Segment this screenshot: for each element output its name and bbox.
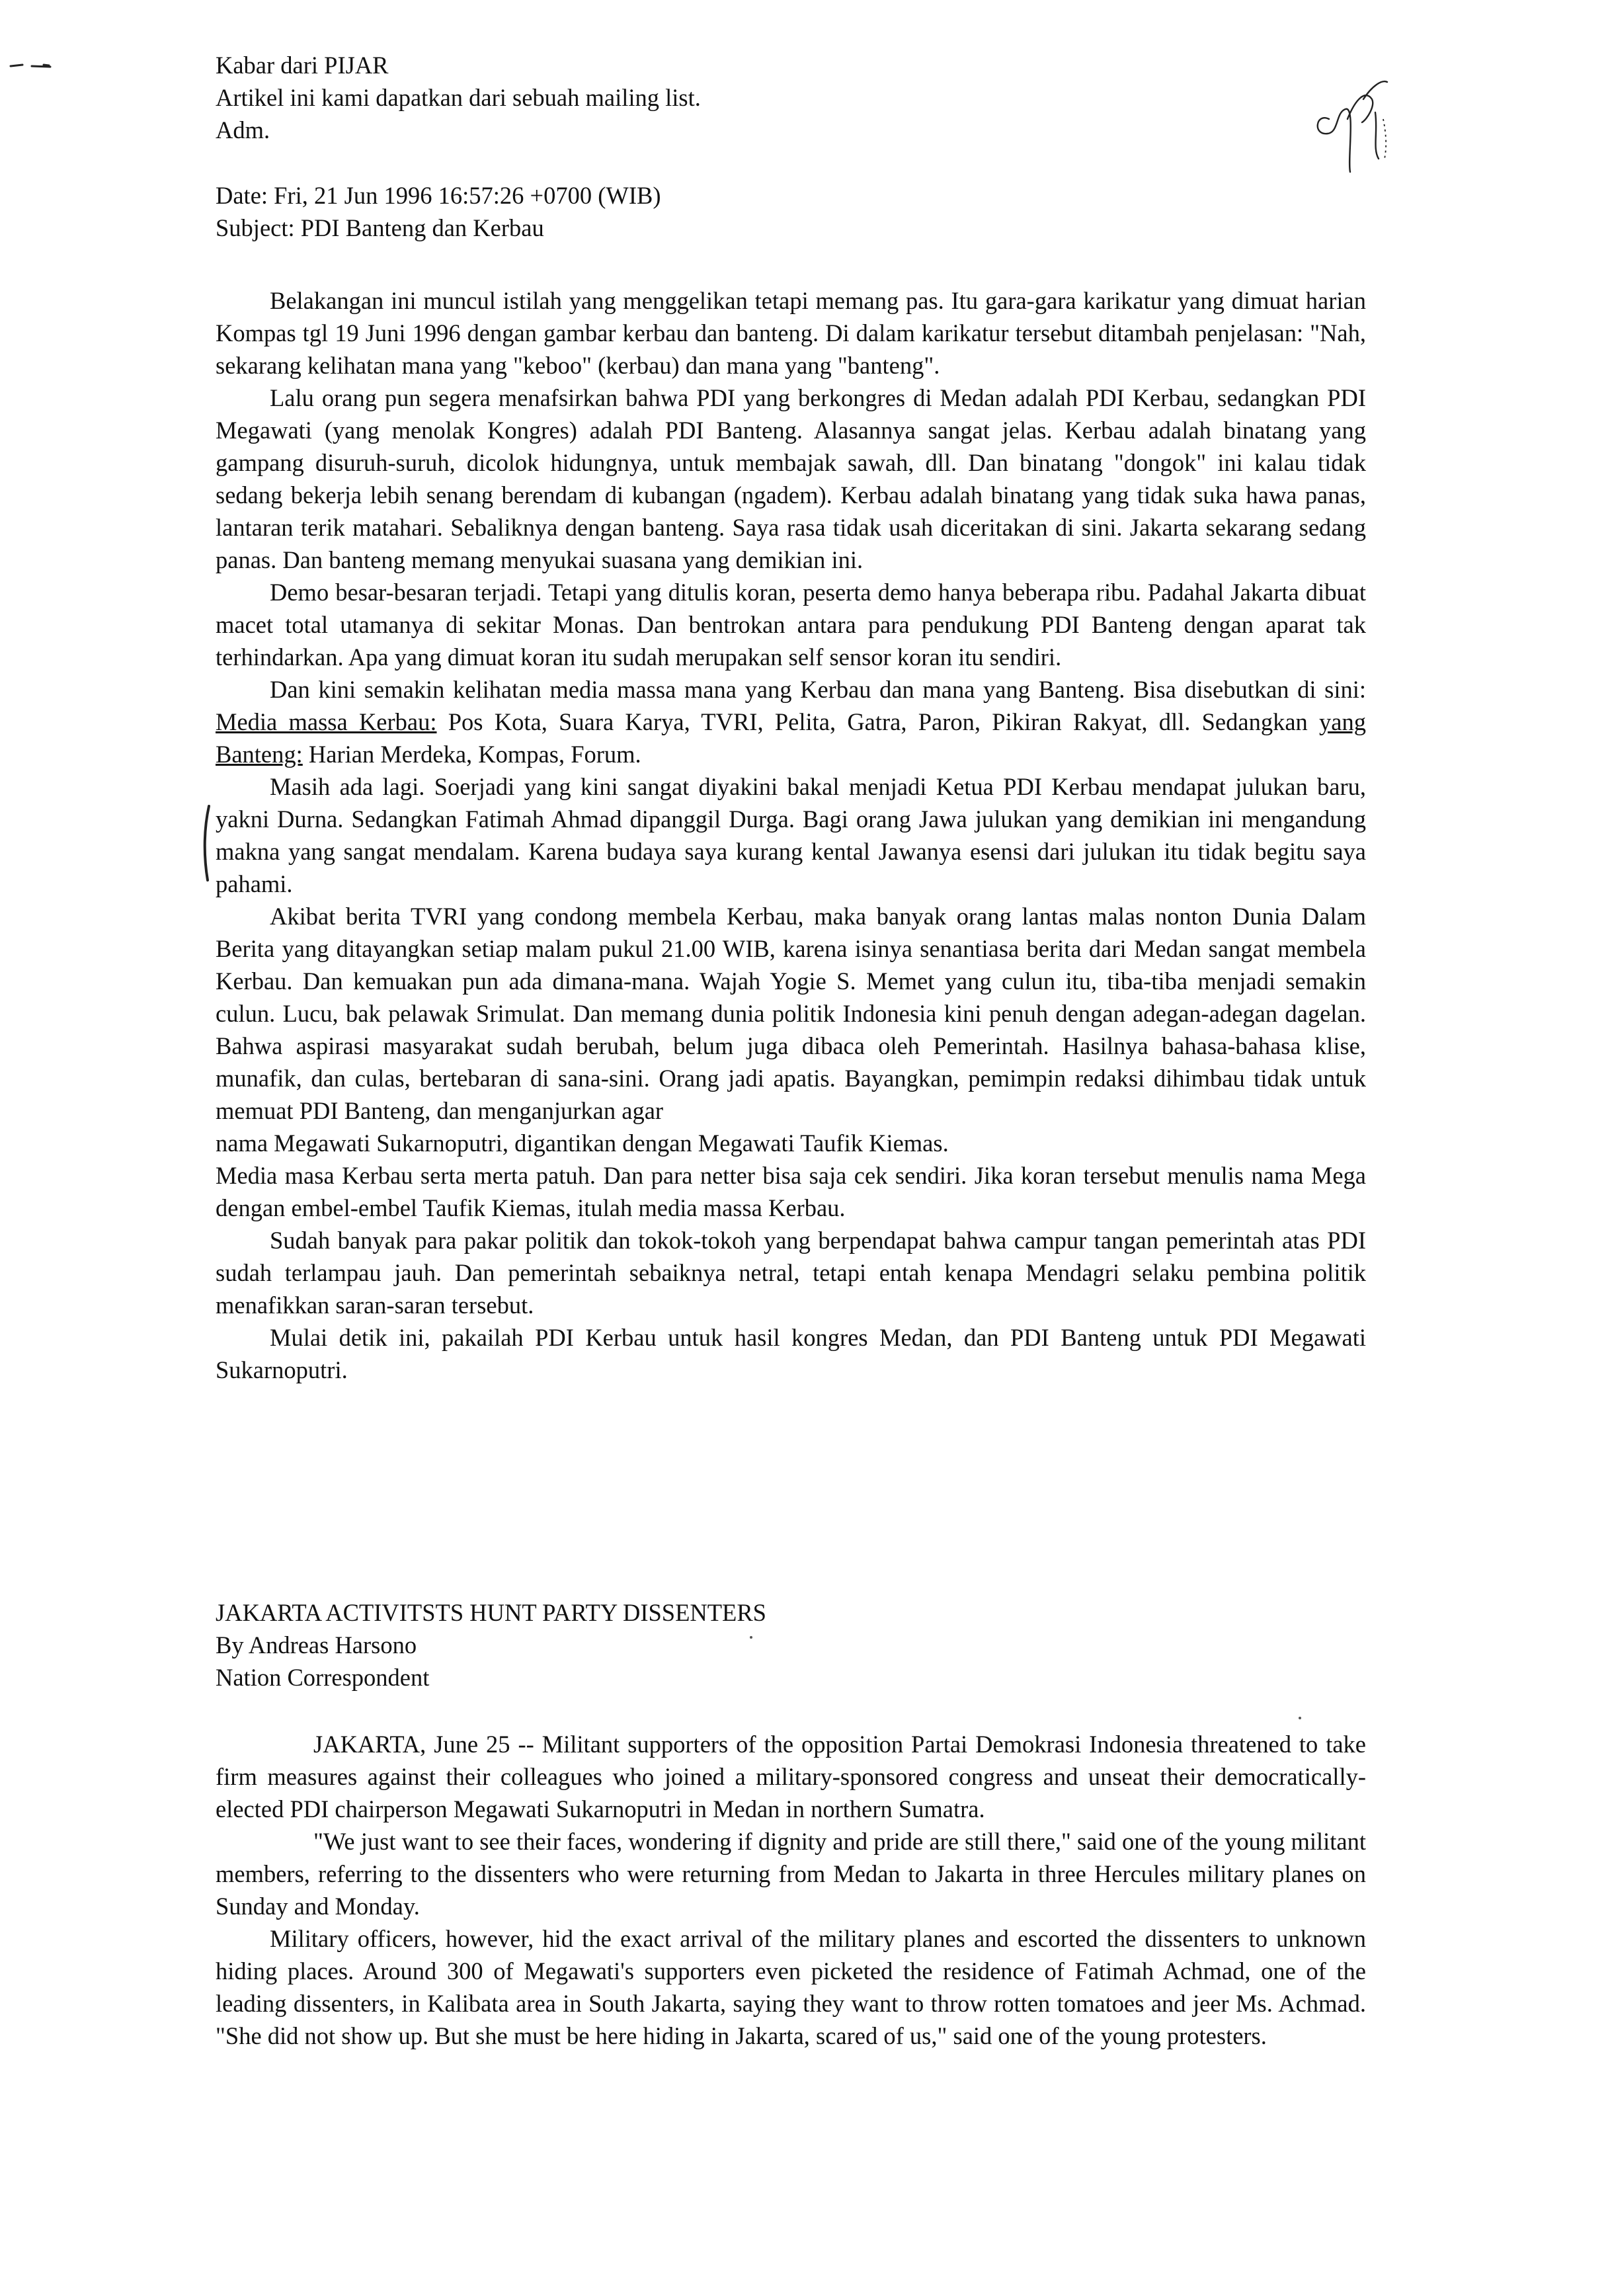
article2-paragraph-1: JAKARTA, June 25 -- Militant supporters of the opposition Partai Demokrasi Indonesia threatened to take firm measures against their colleagues who joined a military-sponsored congress and unseat their democratically-elected PDI chairperson Megawati Sukarnoputri in Medan in northern Sumatra.: [216, 1731, 1366, 1823]
article2-paragraph-2: "We just want to see their faces, wondering if dignity and pride are still there," said one of the young militant members, referring to the dissenters who were returning from Medan to Jakarta in three Hercules military planes on Sunday and Monday.: [216, 1828, 1366, 1920]
article2-body: [216, 1728, 1366, 2052]
header-line-adm: Adm.: [216, 116, 270, 144]
article1-paragraph-4: [216, 673, 1366, 770]
email-subject: Subject: PDI Banteng dan Kerbau: [216, 214, 544, 241]
p4-text-a: Dan kini semakin kelihatan media massa mana yang Kerbau dan mana yang Banteng. Bisa disebutkan di sini:: [270, 676, 1366, 703]
p4-text-b: Pos Kota, Suara Karya, TVRI, Pelita, Gatra, Paron, Pikiran Rakyat, dll. Sedangkan: [436, 708, 1320, 735]
article1-paragraph-6: Akibat berita TVRI yang condong membela Kerbau, maka banyak orang lantas malas nonton Dunia Dalam Berita yang ditayangkan setiap malam pukul 21.00 WIB, karena isinya senantiasa berita dari Medan sangat membela Kerbau. Dan kemuakan pun ada dimana-mana. Wajah Yogie S. Memet yang culun itu, tiba-tiba menjadi semakin culun. Lucu, bak pelawak Srimulat. Dan memang dunia politik Indonesia kini penuh dengan adegan-adegan dagelan. Bahwa aspirasi masyarakat sudah berubah, belum juga dibaca oleh Pemerintah. Hasilnya bahasa-bahasa klise, munafik, dan culas, bertebaran di sana-sini. Orang jadi apatis. Bayangkan, pemimpin redaksi dihimbau tidak untuk memuat PDI Banteng, dan menganjurkan agar: [216, 903, 1366, 1124]
p4-underlined-banteng: yang Banteng:: [216, 708, 1366, 768]
article2-heading: [216, 1596, 766, 1694]
article1-paragraph-2: Lalu orang pun segera menafsirkan bahwa PDI yang berkongres di Medan adalah PDI Kerbau, sedangkan PDI Megawati (yang menolak Kongres) adalah PDI Banteng. Alasannya sangat jelas. Kerbau adalah binatang yang gampang disuruh-suruh, dicolok hidungnya, untuk membajak sawah, dll. Dan binatang "dongok" ini kalau tidak sedang bekerja lebih senang berendam di kubangan (ngadem). Kerbau adalah binatang yang tidak suka hawa panas, lantaran terik matahari. Sebaliknya dengan banteng. Saya rasa tidak usah diceritakan di sini. Jakarta sekarang sedang panas. Dan banteng memang menyukai suasana yang demikian ini.: [216, 384, 1366, 573]
p4-underlined-kerbau: Media massa Kerbau:: [216, 708, 437, 735]
header-line-note: Artikel ini kami dapatkan dari sebuah mailing list.: [216, 84, 701, 111]
article1-body: [216, 284, 1366, 1386]
article1-paragraph-6-line: nama Megawati Sukarnoputri, digantikan dengan Megawati Taufik Kiemas.: [216, 1129, 949, 1157]
article2-paragraph-3: Military officers, however, hid the exact arrival of the military planes and escorted the dissenters to unknown hiding places. Around 300 of Megawati's supporters even picketed the residence of Fatimah Achmad, one of the leading dissenters, in Kalibata area in South Jakarta, saying they want to throw rotten tomatoes and jeer Ms. Achmad. "She did not show up. But she must be here hiding in Jakarta, scared of us," said one of the young protesters.: [216, 1925, 1366, 2049]
handwritten-margin-bracket: [200, 803, 213, 883]
article2-byline: By Andreas Harsono: [216, 1631, 417, 1659]
handwritten-initials-signature: [1309, 73, 1402, 185]
article1-paragraph-8: Sudah banyak para pakar politik dan tokok-tokoh yang berpendapat bahwa campur tangan pemerintah atas PDI sudah terlampau jauh. Dan pemerintah sebaiknya netral, tetapi entah kenapa Mendagri selaku pembina politik menafikkan saran-saran tersebut.: [216, 1227, 1366, 1319]
email-meta: [216, 179, 661, 244]
p4-text-c: Harian Merdeka, Kompas, Forum.: [302, 741, 641, 768]
header-line-source: Kabar dari PIJAR: [216, 52, 389, 79]
article1-paragraph-5: Masih ada lagi. Soerjadi yang kini sangat diyakini bakal menjadi Ketua PDI Kerbau mendapat julukan baru, yakni Durna. Sedangkan Fatimah Ahmad dipanggil Durga. Bagi orang Jawa julukan yang demikian ini mengandung makna yang sangat mendalam. Karena budaya saya kurang kental Jawanya esensi dari julukan itu tidak begitu saya pahami.: [216, 773, 1366, 897]
article1-paragraph-7: Media masa Kerbau serta merta patuh. Dan para netter bisa saja cek sendiri. Jika koran tersebut menulis nama Mega dengan embel-embel Taufik Kiemas, itulah media massa Kerbau.: [216, 1162, 1366, 1221]
pijar-header: [216, 49, 701, 146]
scan-speck: [750, 1636, 752, 1639]
email-date: Date: Fri, 21 Jun 1996 16:57:26 +0700 (WIB): [216, 182, 661, 209]
article1-paragraph-1: Belakangan ini muncul istilah yang menggelikan tetapi memang pas. Itu gara-gara karikatur yang dimuat harian Kompas tgl 19 Juni 1996 dengan gambar kerbau dan banteng. Di dalam karikatur tersebut ditambah penjelasan: "Nah, sekarang kelihatan mana yang "keboo" (kerbau) dan mana yang "banteng".: [216, 287, 1366, 379]
scan-speck: [1299, 1717, 1301, 1719]
article2-headline: JAKARTA ACTIVITSTS HUNT PARTY DISSENTERS: [216, 1599, 766, 1626]
corner-scan-mark: [9, 60, 89, 73]
article1-paragraph-9: Mulai detik ini, pakailah PDI Kerbau untuk hasil kongres Medan, dan PDI Banteng untuk PDI Megawati Sukarnoputri.: [216, 1324, 1366, 1383]
article1-paragraph-3: Demo besar-besaran terjadi. Tetapi yang ditulis koran, peserta demo hanya beberapa ribu. Padahal Jakarta dibuat macet total utamanya di sekitar Monas. Dan bentrokan antara para pendukung PDI Banteng dengan aparat tak terhindarkan. Apa yang dimuat koran itu sudah merupakan self sensor koran itu sendiri.: [216, 579, 1366, 671]
article2-role: Nation Correspondent: [216, 1664, 430, 1691]
